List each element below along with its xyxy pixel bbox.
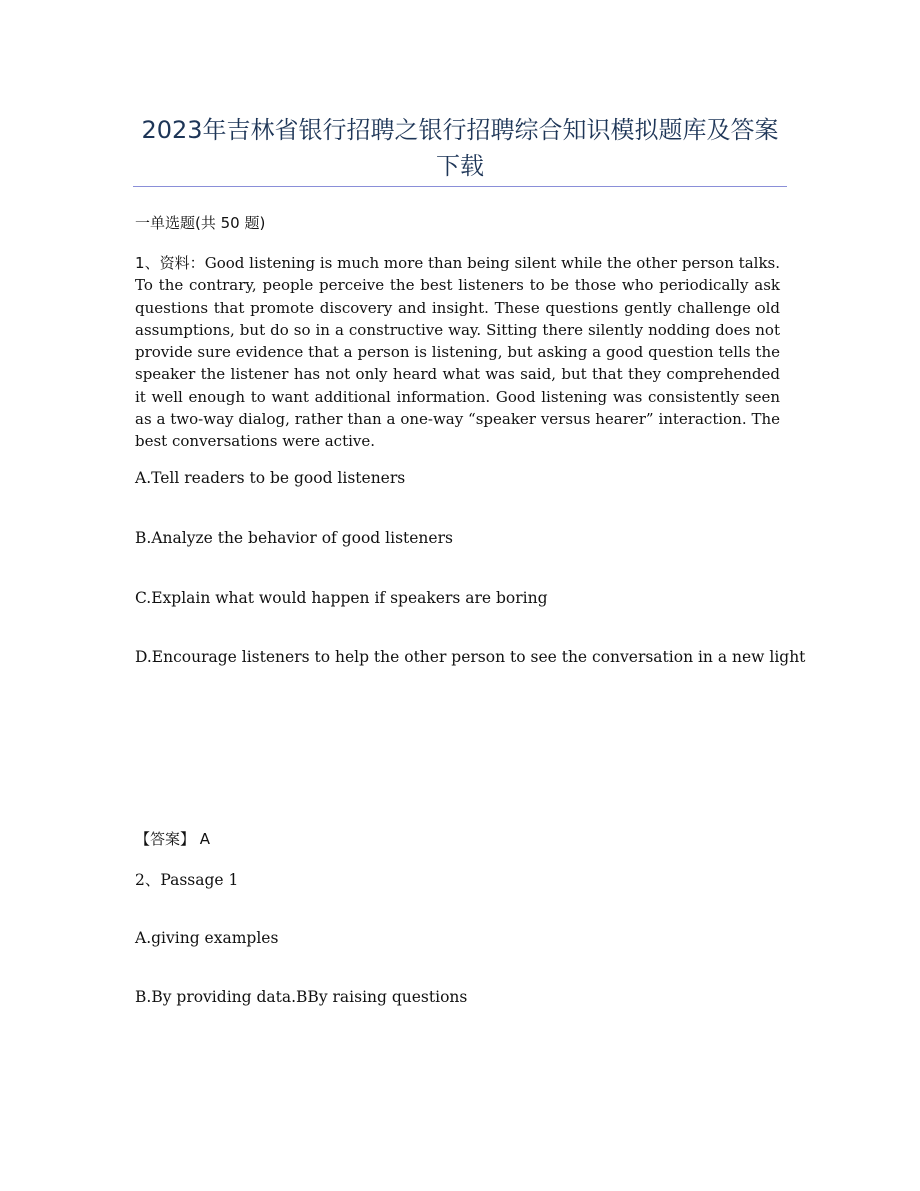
question-1-option-c: C.Explain what would happen if speakers are boring [135, 589, 548, 607]
title-divider [133, 186, 787, 187]
question-1-option-d: D.Encourage listeners to help the other person to see the conversation in a new light [135, 648, 806, 666]
document-title: 2023年吉林省银行招聘之银行招聘综合知识模拟题库及答案下载 [141, 116, 779, 180]
question-1-option-a: A.Tell readers to be good listeners [135, 469, 406, 487]
question-1-text: Good listening is much more than being silent while the other person talks. To the contrary, people perceive the best listeners to be those who periodically ask questions that promote discovery and insight. These questions gently challenge old assumptions, but do so in a constructive way. Sitting there silently nodding does not provide sure evidence that a person is listening, but asking a good question tells the speaker the listener has not only heard what was said, but that they comprehended it well enough to want additional information. Good listening was consistently seen as a two-way dialog, rather than a one-way “speaker versus hearer” interaction. The best conversations were active. [135, 254, 780, 451]
question-2-option-b: B.By providing data.BBy raising questions [135, 988, 468, 1006]
question-1-option-b: B.Analyze the behavior of good listeners [135, 529, 453, 547]
question-1-number: 1、资料： [135, 254, 205, 272]
section-heading: 一单选题(共 50 题) [135, 214, 266, 232]
question-2-title: 2、Passage 1 [135, 871, 239, 889]
question-2-option-a: A.giving examples [135, 929, 279, 947]
question-1-passage [135, 252, 780, 453]
question-1-answer: 【答案】 A [135, 830, 211, 848]
